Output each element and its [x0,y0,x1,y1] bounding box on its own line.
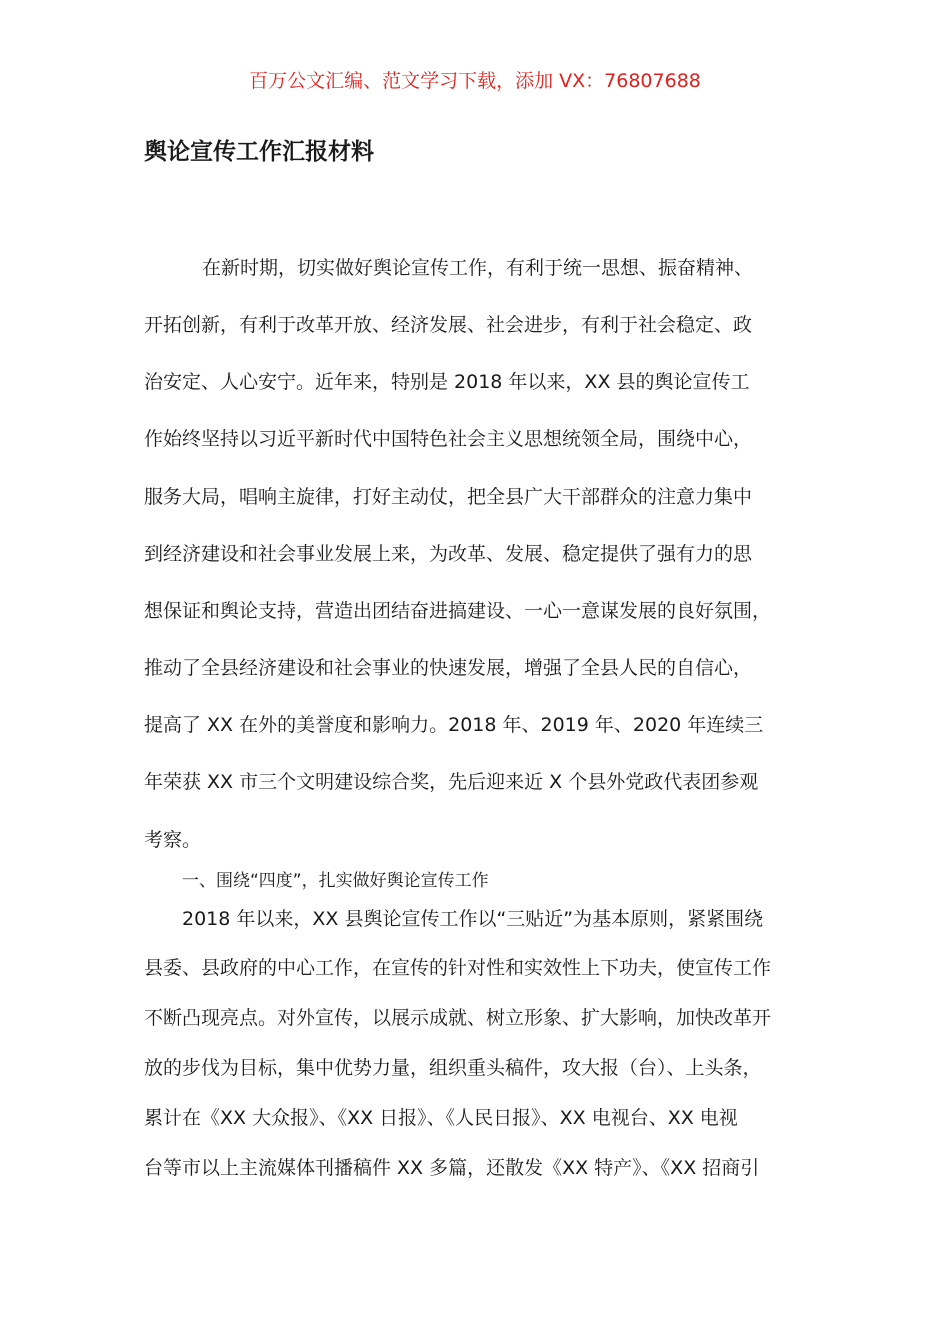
paragraph-line: 想保证和舆论支持，营造出团结奋进搞建设、一心一意谋发展的良好氛围， [144,600,772,622]
paragraph-line: 治安定、人心安宁。近年来，特别是 2018 年以来，XX 县的舆论宣传工 [144,371,750,393]
section-heading: 一、围绕“四度”，扎实做好舆论宣传工作 [182,871,489,891]
paragraph-line: 到经济建设和社会事业发展上来，为改革、发展、稳定提供了强有力的思 [144,543,753,565]
paragraph-line: 台等市以上主流媒体刊播稿件 XX 多篇，还散发《XX 特产》、《XX 招商引 [144,1157,760,1179]
paragraph-line: 累计在《XX 大众报》、《XX 日报》、《人民日报》、XX 电视台、XX 电视 [144,1107,738,1129]
paragraph-line: 提高了 XX 在外的美誉度和影响力。2018 年、2019 年、2020 年连续三 [144,714,764,736]
paragraph-line: 服务大局，唱响主旋律，打好主动仗，把全县广大干部群众的注意力集中 [144,486,753,508]
paragraph-line: 县委、县政府的中心工作，在宣传的针对性和实效性上下功夫，使宣传工作 [144,957,772,979]
paragraph-line: 推动了全县经济建设和社会事业的快速发展，增强了全县人民的自信心， [144,657,753,679]
document-title: 舆论宣传工作汇报材料 [144,138,374,165]
header-banner: 百万公文汇编、范文学习下载，添加 VX：76807688 [249,70,701,92]
paragraph-line: 开拓创新，有利于改革开放、经济发展、社会进步，有利于社会稳定、政 [144,314,753,336]
paragraph-line: 作始终坚持以习近平新时代中国特色社会主义思想统领全局，围绕中心， [144,428,753,450]
paragraph-line: 2018 年以来，XX 县舆论宣传工作以“三贴近”为基本原则，紧紧围绕 [182,908,764,930]
paragraph-line: 年荣获 XX 市三个文明建设综合奖，先后迎来近 X 个县外党政代表团参观 [144,771,759,793]
paragraph-line: 在新时期，切实做好舆论宣传工作，有利于统一思想、振奋精神、 [202,257,754,279]
paragraph-line: 放的步伐为目标，集中优势力量，组织重头稿件，攻大报（台）、上头条， [144,1057,762,1079]
paragraph-line: 考察。 [144,829,202,851]
paragraph-line: 不断凸现亮点。对外宣传，以展示成就、树立形象、扩大影响，加快改革开 [144,1007,772,1029]
